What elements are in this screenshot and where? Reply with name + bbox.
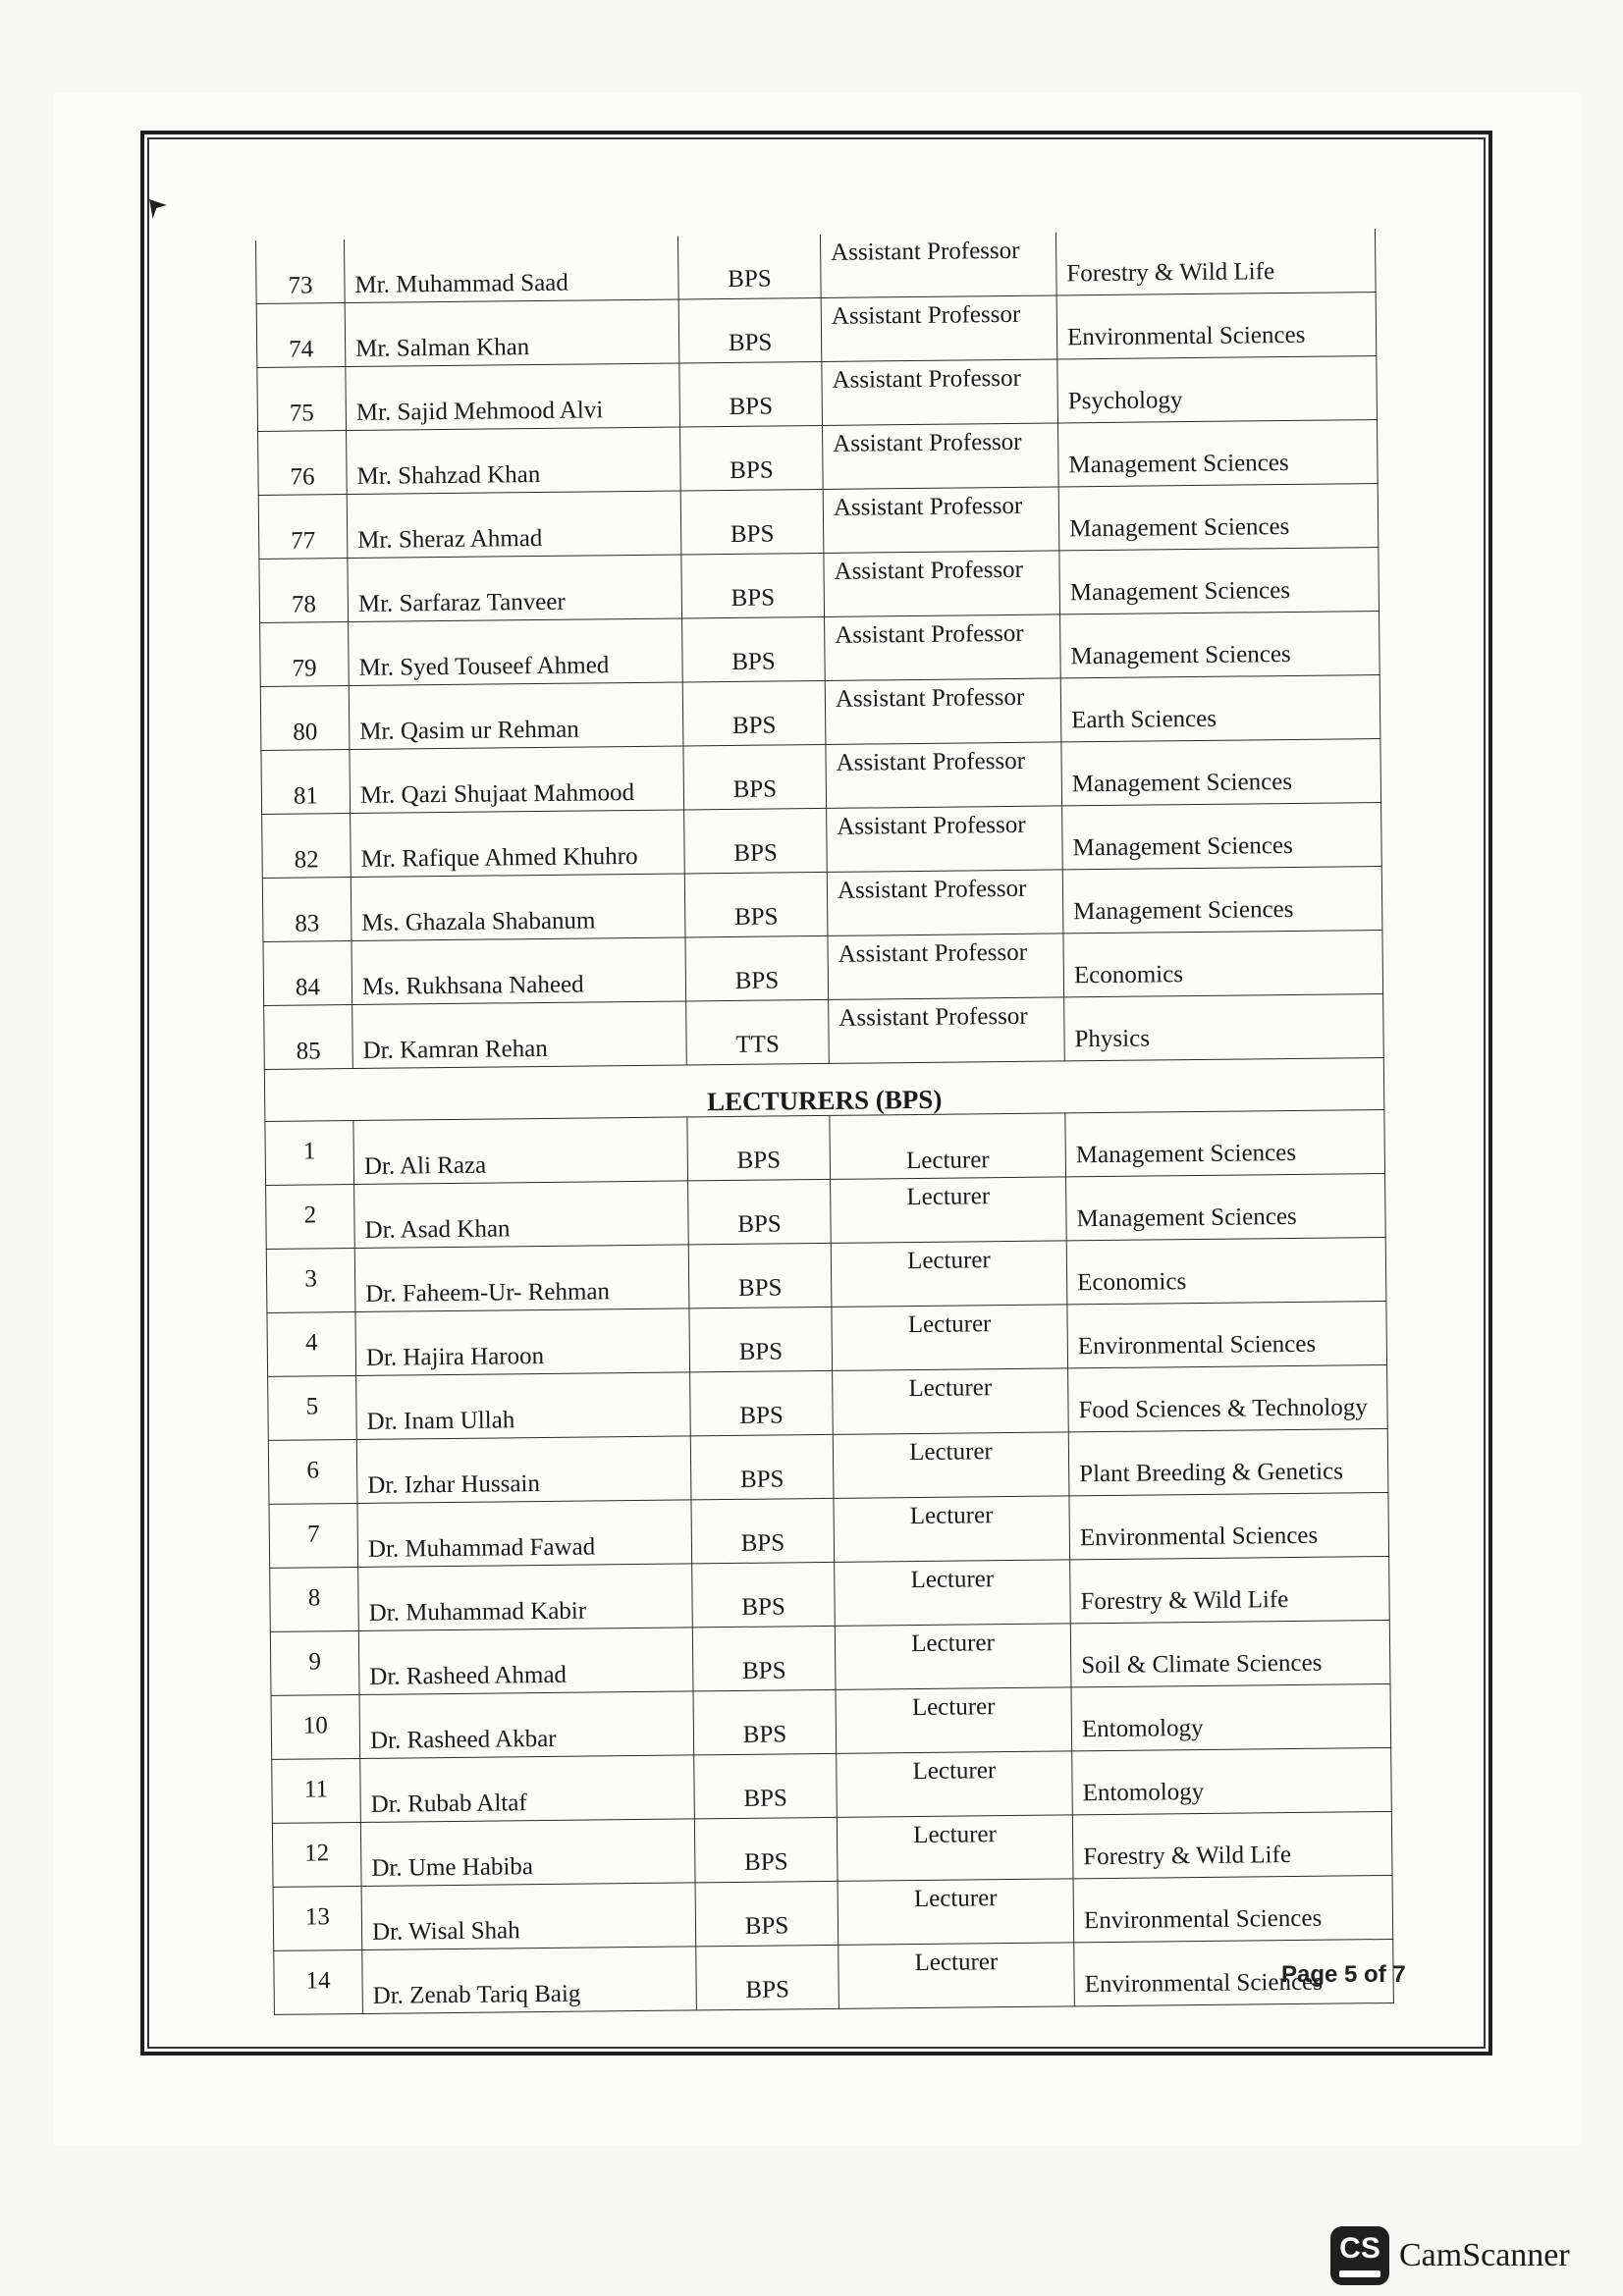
designation-cell: Lecturer	[837, 1815, 1073, 1882]
department-cell: Management Sciences	[1057, 420, 1378, 487]
serial-number-cell: 5	[268, 1375, 357, 1440]
table-row	[255, 229, 1376, 303]
pay-scale-cell: BPS	[692, 1562, 836, 1628]
table-row	[272, 1811, 1392, 1887]
designation-cell: Assistant Professor	[828, 934, 1064, 1000]
department-cell: Management Sciences	[1062, 867, 1382, 934]
serial-number-cell: 85	[264, 1005, 353, 1070]
designation-cell: Lecturer	[833, 1432, 1069, 1499]
department-cell: Forestry & Wild Life	[1072, 1811, 1392, 1878]
name-cell: Dr. Inam Ullah	[356, 1372, 691, 1440]
name-cell: Dr. Ume Habiba	[360, 1819, 695, 1887]
section-heading: LECTURERS (BPS)	[264, 1058, 1383, 1122]
assistant-professors-rows	[255, 229, 1383, 1069]
lecturers-rows	[265, 1110, 1393, 2015]
table-row	[263, 931, 1383, 1006]
table-row	[260, 675, 1380, 751]
name-cell: Dr. Rasheed Ahmad	[358, 1628, 693, 1695]
pay-scale-cell: BPS	[682, 680, 826, 746]
department-cell: Environmental Sciences	[1074, 1939, 1394, 2005]
name-cell: Ms. Ghazala Shabanum	[351, 874, 685, 941]
designation-cell: Lecturer	[837, 1751, 1073, 1818]
pay-scale-cell: BPS	[695, 1881, 839, 1947]
designation-cell: Assistant Professor	[825, 678, 1061, 745]
name-cell: Dr. Rasheed Akbar	[359, 1691, 694, 1759]
pay-scale-cell: BPS	[685, 935, 829, 1001]
designation-cell: Lecturer	[831, 1177, 1067, 1244]
pay-scale-cell: BPS	[693, 1689, 837, 1755]
designation-cell: Assistant Professor	[823, 423, 1059, 490]
serial-number-cell: 6	[268, 1439, 357, 1504]
serial-number-cell: 10	[271, 1694, 360, 1759]
pay-scale-cell: BPS	[682, 616, 826, 682]
serial-number-cell: 3	[266, 1248, 355, 1312]
designation-cell: Assistant Professor	[827, 870, 1063, 936]
department-cell: Plant Breeding & Genetics	[1068, 1428, 1388, 1495]
serial-number-cell: 2	[266, 1184, 355, 1249]
serial-number-cell: 78	[259, 559, 349, 623]
serial-number-cell: 13	[273, 1886, 362, 1950]
serial-number-cell: 9	[270, 1630, 359, 1695]
designation-cell: Assistant Professor	[826, 742, 1062, 809]
name-cell: Dr. Kamran Rehan	[352, 1001, 687, 1069]
table-row	[264, 994, 1384, 1070]
designation-cell: Lecturer	[835, 1624, 1071, 1690]
table-row	[266, 1174, 1386, 1250]
table-row	[266, 1238, 1386, 1313]
name-cell: Dr. Faheem-Ur- Rehman	[354, 1245, 689, 1312]
pay-scale-cell: BPS	[692, 1626, 836, 1691]
name-cell: Dr. Rubab Altaf	[360, 1755, 695, 1823]
name-cell: Mr. Shahzad Khan	[347, 427, 681, 495]
designation-cell: Assistant Professor	[827, 806, 1063, 873]
designation-cell: Lecturer	[835, 1560, 1071, 1627]
name-cell: Mr. Sarfaraz Tanveer	[348, 555, 682, 622]
department-cell: Environmental Sciences	[1056, 293, 1377, 359]
pay-scale-cell: BPS	[691, 1498, 835, 1564]
name-cell: Mr. Sajid Mehmood Alvi	[346, 363, 680, 431]
pay-scale-cell: BPS	[688, 1243, 832, 1308]
serial-number-cell: 75	[257, 367, 347, 432]
name-cell: Dr. Asad Khan	[354, 1181, 689, 1249]
pay-scale-cell: BPS	[683, 744, 827, 810]
department-cell: Soil & Climate Sciences	[1070, 1620, 1390, 1686]
department-cell: Entomology	[1071, 1683, 1391, 1750]
name-cell: Dr. Izhar Hussain	[356, 1436, 691, 1504]
pay-scale-cell: BPS	[678, 297, 822, 363]
name-cell: Dr. Muhammad Kabir	[358, 1564, 693, 1631]
pay-scale-cell: BPS	[694, 1753, 838, 1819]
department-cell: Economics	[1063, 931, 1383, 997]
designation-cell: Lecturer	[833, 1368, 1069, 1435]
pay-scale-cell: TTS	[686, 999, 830, 1065]
table-row	[256, 293, 1377, 368]
pay-scale-cell: BPS	[681, 553, 825, 618]
table-row	[270, 1556, 1390, 1631]
name-cell: Dr. Muhammad Fawad	[357, 1500, 692, 1568]
pay-scale-cell: BPS	[690, 1370, 834, 1436]
table-row	[270, 1620, 1390, 1695]
name-cell: Dr. Ali Raza	[353, 1117, 688, 1185]
table-row	[258, 484, 1379, 560]
serial-number-cell: 14	[274, 1949, 363, 2014]
pay-scale-cell: BPS	[680, 425, 824, 491]
table-row	[268, 1428, 1388, 1504]
name-cell: Dr. Hajira Haroon	[355, 1308, 690, 1376]
table-row	[257, 356, 1378, 432]
table-row	[260, 612, 1380, 687]
serial-number-cell: 4	[267, 1311, 356, 1376]
name-cell: Mr. Qasim ur Rehman	[349, 682, 683, 750]
table-row	[261, 739, 1381, 815]
designation-cell: Lecturer	[838, 1879, 1074, 1946]
table-row	[258, 420, 1379, 496]
serial-number-cell: 1	[265, 1121, 354, 1186]
name-cell: Mr. Syed Touseef Ahmed	[349, 618, 683, 686]
department-cell: Entomology	[1072, 1747, 1392, 1814]
designation-cell: Assistant Professor	[824, 551, 1060, 617]
pay-scale-cell: BPS	[694, 1817, 838, 1883]
pay-scale-cell: BPS	[684, 808, 828, 874]
name-cell: Dr. Wisal Shah	[361, 1883, 696, 1950]
department-cell: Environmental Sciences	[1069, 1492, 1389, 1559]
department-cell: Management Sciences	[1062, 803, 1382, 870]
designation-cell: Assistant Professor	[823, 487, 1059, 554]
department-cell: Earth Sciences	[1060, 675, 1380, 742]
pay-scale-cell: BPS	[677, 235, 821, 299]
department-cell: Food Sciences & Technology	[1068, 1364, 1388, 1431]
table-row	[265, 1110, 1385, 1186]
table-row	[267, 1301, 1387, 1376]
camscanner-logo: CS	[1330, 2226, 1389, 2285]
pay-scale-cell: BPS	[688, 1179, 832, 1245]
designation-cell: Assistant Professor	[822, 359, 1058, 426]
department-cell: Management Sciences	[1060, 612, 1380, 678]
designation-cell: Assistant Professor	[821, 295, 1057, 362]
department-cell: Economics	[1066, 1238, 1386, 1305]
staff-table-container	[255, 229, 1393, 2015]
table-row	[271, 1683, 1391, 1759]
name-cell: Mr. Qazi Shujaat Mahmood	[350, 746, 684, 814]
serial-number-cell: 74	[256, 303, 346, 368]
table-row	[262, 803, 1382, 879]
department-cell: Psychology	[1057, 356, 1378, 423]
serial-number-cell: 82	[262, 814, 352, 879]
serial-number-cell: 77	[258, 495, 348, 560]
staff-table	[255, 229, 1394, 2015]
table-row	[273, 1875, 1393, 1950]
designation-cell: Lecturer	[831, 1241, 1067, 1308]
department-cell: Environmental Sciences	[1073, 1875, 1393, 1942]
designation-cell: Assistant Professor	[825, 614, 1061, 681]
pay-scale-cell: BPS	[684, 872, 828, 937]
name-cell: Mr. Salman Khan	[345, 299, 679, 367]
name-cell: Mr. Sheraz Ahmad	[347, 491, 681, 559]
table-row	[269, 1492, 1389, 1568]
serial-number-cell: 83	[262, 878, 352, 942]
table-row	[259, 548, 1380, 623]
serial-number-cell: 76	[258, 431, 348, 496]
serial-number-cell: 12	[272, 1822, 361, 1887]
designation-cell: Lecturer	[830, 1113, 1066, 1180]
designation-cell: Assistant Professor	[820, 232, 1056, 297]
designation-cell: Lecturer	[836, 1687, 1072, 1754]
pay-scale-cell: BPS	[696, 1945, 839, 2010]
department-cell: Physics	[1064, 994, 1384, 1061]
serial-number-cell: 81	[261, 750, 351, 815]
serial-number-cell: 8	[270, 1567, 359, 1631]
name-cell: Ms. Rukhsana Naheed	[352, 937, 686, 1005]
serial-number-cell: 79	[260, 622, 350, 687]
table-row	[268, 1364, 1388, 1440]
serial-number-cell: 84	[263, 941, 352, 1006]
serial-number-cell: 11	[272, 1758, 361, 1823]
pay-scale-cell: BPS	[679, 361, 823, 427]
pay-scale-cell: BPS	[690, 1434, 834, 1500]
table-row	[272, 1747, 1392, 1823]
camscanner-watermark	[1330, 2226, 1570, 2285]
table-row	[262, 867, 1382, 942]
department-cell: Management Sciences	[1059, 548, 1380, 614]
page-number: Page 5 of 7	[1281, 1961, 1406, 1988]
department-cell: Forestry & Wild Life	[1055, 229, 1376, 295]
department-cell: Management Sciences	[1061, 739, 1381, 806]
serial-number-cell: 80	[260, 686, 350, 751]
department-cell: Management Sciences	[1065, 1110, 1385, 1177]
designation-cell: Assistant Professor	[829, 997, 1065, 1064]
pay-scale-cell: BPS	[689, 1307, 833, 1372]
department-cell: Management Sciences	[1066, 1174, 1386, 1241]
serial-number-cell: 73	[255, 240, 345, 303]
pay-scale-cell: BPS	[680, 489, 824, 555]
name-cell: Mr. Rafique Ahmed Khuhro	[351, 810, 685, 878]
designation-cell: Lecturer	[834, 1496, 1070, 1563]
serial-number-cell: 7	[269, 1503, 358, 1568]
table-row	[274, 1939, 1394, 2014]
department-cell: Environmental Sciences	[1067, 1301, 1387, 1367]
department-cell: Forestry & Wild Life	[1070, 1556, 1390, 1623]
department-cell: Management Sciences	[1058, 484, 1379, 551]
designation-cell: Lecturer	[839, 1943, 1075, 2009]
camscanner-name: CamScanner	[1399, 2237, 1570, 2273]
designation-cell: Lecturer	[832, 1305, 1068, 1371]
name-cell: Dr. Zenab Tariq Baig	[362, 1947, 697, 2014]
name-cell: Mr. Muhammad Saad	[344, 236, 678, 302]
pay-scale-cell: BPS	[687, 1115, 831, 1181]
